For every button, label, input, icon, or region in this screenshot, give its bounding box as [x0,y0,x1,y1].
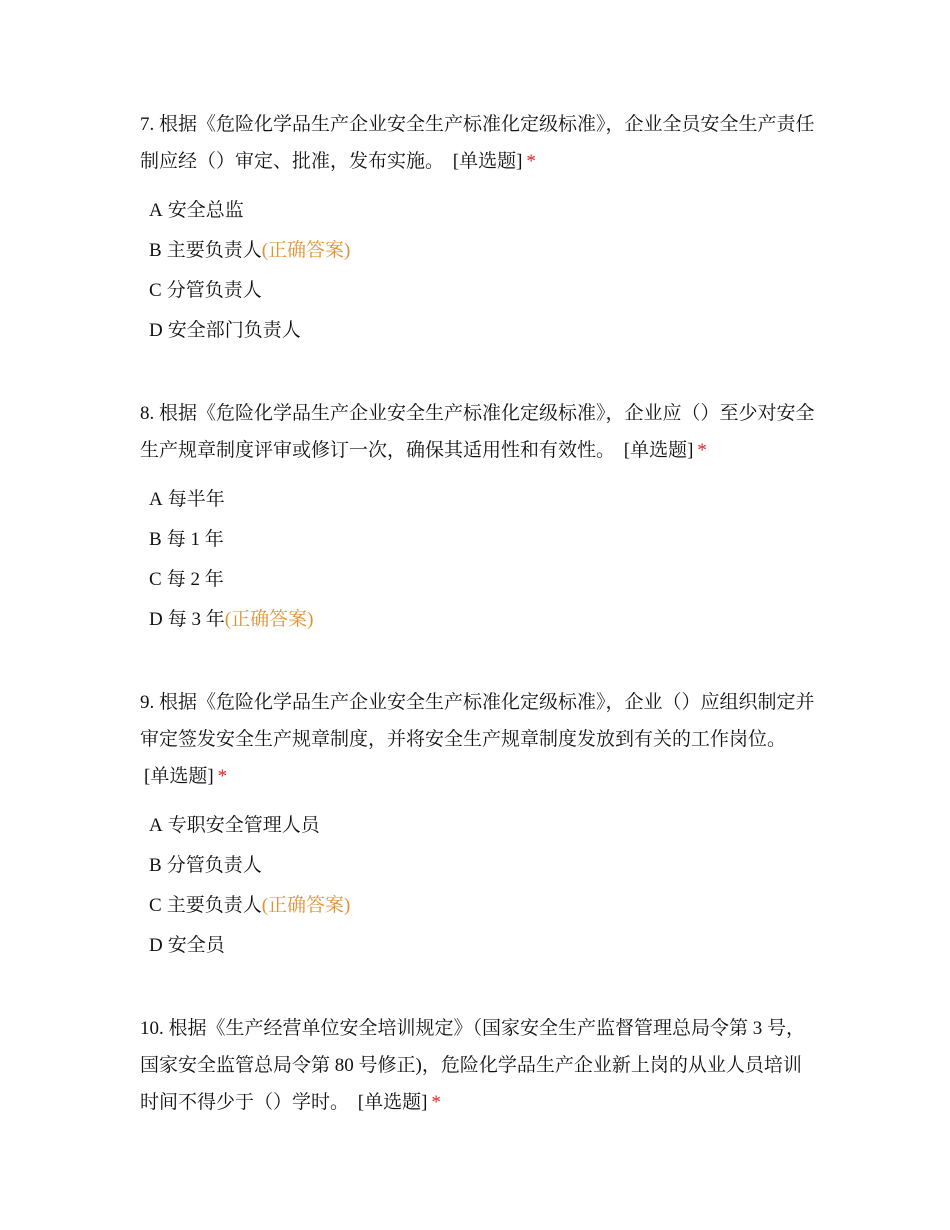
question-type: [单选题] [357,1092,428,1113]
option-text: 每半年 [167,489,225,510]
option-letter: D [149,609,163,630]
question-list [140,106,820,1121]
option-letter: A [149,200,163,221]
option-a [149,191,820,231]
option-list [140,480,820,640]
option-text: 主要负责人 [166,240,262,261]
option-a [149,806,820,846]
required-mark: * [526,151,536,172]
option-text: 主要负责人 [166,895,262,916]
question-number: 8. [140,403,155,424]
correct-answer-tag: (正确答案) [224,609,314,630]
question-type: [单选题] [144,766,214,787]
question-7 [140,106,820,351]
question-8 [140,395,820,640]
option-letter: C [149,569,162,590]
question-stem: 根据《危险化学品生产企业安全生产标准化定级标准》，企业（）应组织制定并审定签发安全生产规章制度，并将安全生产规章制度发放到有关的工作岗位。 [140,692,815,750]
option-text: 安全总监 [167,200,244,221]
option-b [149,231,820,271]
correct-answer-tag: (正确答案) [261,240,351,261]
option-b [149,846,820,886]
option-a [149,480,820,520]
option-c [149,886,820,926]
option-letter: C [149,280,162,301]
question-number: 9. [140,692,155,713]
option-d [149,926,820,966]
option-text: 每 1 年 [166,529,224,550]
option-d [149,311,820,351]
question-number: 10. [140,1018,164,1039]
correct-answer-tag: (正确答案) [261,895,351,916]
question-text [140,106,820,180]
question-text [140,684,820,795]
question-stem: 根据《生产经营单位安全培训规定》（国家安全生产监督管理总局令第 3 号，国家安全监管总局令第 80 号修正)，危险化学品生产企业新上岗的从业人员培训时间不得少于（）学时。 [140,1018,806,1113]
option-text: 每 2 年 [166,569,224,590]
question-number: 7. [140,114,155,135]
option-letter: A [149,489,163,510]
option-letter: D [149,320,163,341]
option-letter: B [149,240,162,261]
option-letter: B [149,529,162,550]
option-text: 专职安全管理人员 [167,815,320,836]
option-letter: C [149,895,162,916]
option-c [149,560,820,600]
question-text [140,1010,820,1121]
option-letter: A [149,815,163,836]
option-list [140,806,820,966]
option-b [149,520,820,560]
option-text: 分管负责人 [166,280,262,301]
question-text [140,395,820,469]
option-text: 分管负责人 [166,855,262,876]
question-stem: 根据《危险化学品生产企业安全生产标准化定级标准》，企业应（）至少对安全生产规章制度评审或修订一次，确保其适用性和有效性。 [140,403,815,461]
required-mark: * [431,1092,441,1113]
option-d [149,600,820,640]
option-text: 每 3 年 [167,609,225,630]
option-c [149,271,820,311]
question-type: [单选题] [452,151,523,172]
required-mark: * [697,440,707,461]
question-type: [单选题] [623,440,694,461]
option-letter: B [149,855,162,876]
option-text: 安全员 [167,935,225,956]
question-stem: 根据《危险化学品生产企业安全生产标准化定级标准》，企业全员安全生产责任制应经（）审定、批准，发布实施。 [140,114,815,172]
required-mark: * [217,766,228,787]
option-letter: D [149,935,163,956]
question-10 [140,1010,820,1121]
question-9 [140,684,820,966]
option-text: 安全部门负责人 [167,320,301,341]
option-list [140,191,820,351]
